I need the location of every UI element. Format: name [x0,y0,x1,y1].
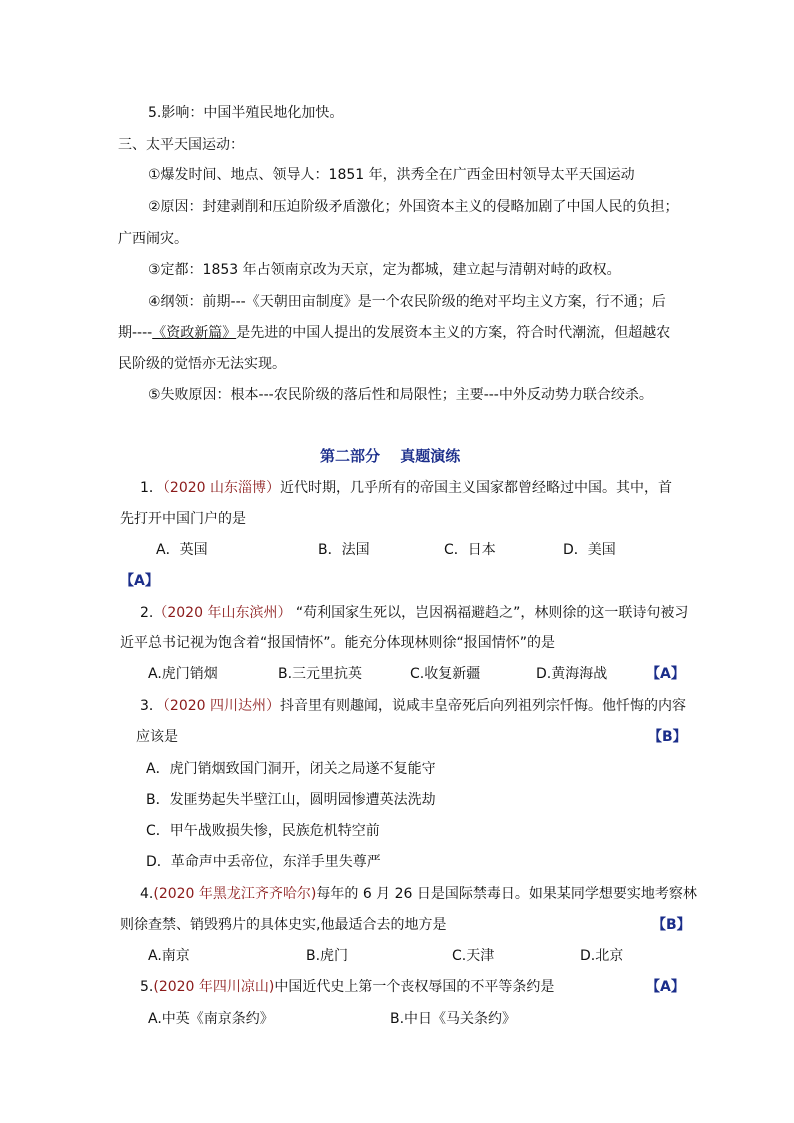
q5-source: (2020 年四川凉山) [153,979,275,995]
q1-option-b: B．法国 [318,542,370,558]
q2-option-c: C.收复新疆 [410,666,481,682]
taiping-outbreak: ①爆发时间、地点、领导人：1851 年，洪秀全在广西金田村领导太平天国运动 [148,167,635,183]
taiping-program-line1: ④纲领：前期---《天朝田亩制度》是一个农民阶级的绝对平均主义方案，行不通；后 [148,294,666,310]
q2-option-d: D.黄海海战 [536,666,608,682]
q1-line1 [140,479,672,497]
zizheng-xinpian-link: 《资政新篇》 [152,325,237,341]
program-rest: 是先进的中国人提出的发展资本主义的方案，符合时代潮流，但超越农 [236,325,671,341]
q2-number: 2. [140,605,154,621]
q4-option-a: A.南京 [148,948,190,964]
q3-answer: 【B】 [648,729,687,745]
q1-source: （2020 山东淄博） [162,480,281,496]
q2-option-a: A.虎门销烟 [148,666,218,682]
q1-answer: 【A】 [120,573,159,589]
q5-number: 5. [140,979,154,995]
q4-option-c: C.天津 [452,948,495,964]
q3-line1 [140,697,686,715]
q1-option-d: D．美国 [563,542,616,558]
q3-source: （2020 四川达州） [162,698,281,714]
q1-text: 近代时期，几乎所有的帝国主义国家都曾经略过中国。其中，首 [280,480,673,496]
q5-option-b: B.中日《马关条约》 [390,1011,517,1027]
q2-text: “苟利国家生死以，岂因祸福避趋之”，林则徐的这一联诗句被习 [291,605,689,621]
q5-text: 中国近代史上第一个丧权辱国的不平等条约是 [274,979,555,995]
section-3-heading: 三、太平天国运动： [118,137,244,153]
q5-option-a: A.中英《南京条约》 [148,1011,274,1027]
part2-title: 第二部分 真题演练 [320,447,461,465]
q2-line1 [140,604,688,622]
q2-option-b: B.三元里抗英 [278,666,363,682]
q1-option-c: C．日本 [444,542,496,558]
taiping-cause-line1: ②原因：封建剥削和压迫阶级矛盾激化；外国资本主义的侵略加剧了中国人民的负担； [148,199,679,215]
q4-text: 每年的 6 月 26 日是国际禁毒日。如果某同学想要实地考察林 [316,886,697,902]
q3-option-b: B．发匪势起失半壁江山，圆明园惨遭英法洗劫 [146,792,436,808]
q4-answer: 【B】 [652,917,691,933]
q3-text: 抖音里有则趣闻，说咸丰皇帝死后向列祖列宗忏悔。他忏悔的内容 [280,698,687,714]
q4-number: 4. [140,886,154,902]
q3-line2: 应该是 [136,729,178,745]
taiping-program-line2 [118,324,670,342]
q4-option-d: D.北京 [580,948,624,964]
q3-number: 3． [140,698,163,714]
q5-line1 [140,978,554,996]
program-prefix: 期---- [118,325,153,341]
q5-answer: 【A】 [646,979,685,995]
q2-line2: 近平总书记视为饱含着“报国情怀”。能充分体现林则徐“报国情怀”的是 [120,635,556,651]
taiping-failure: ⑤失败原因：根本---农民阶级的落后性和局限性；主要---中外反动势力联合绞杀。 [148,387,653,403]
q1-number: 1． [140,480,163,496]
q1-line2: 先打开中国门户的是 [120,511,246,527]
taiping-program-line3: 民阶级的觉悟亦无法实现。 [118,356,286,372]
q3-option-c: C．甲午战败损失惨，民族危机特空前 [146,823,380,839]
q2-answer: 【A】 [646,666,685,682]
q3-option-a: A．虎门销烟致国门洞开，闭关之局遂不复能守 [146,761,436,777]
q4-line1 [140,885,697,903]
q3-option-d: D．革命声中丢帝位，东洋手里失尊严 [146,854,381,870]
q2-source: （2020 年山东滨州） [153,605,292,621]
q1-option-a: A．英国 [156,542,208,558]
taiping-capital: ③定都：1853 年占领南京改为天京，定为都城，建立起与清朝对峙的政权。 [148,262,621,278]
q4-option-b: B.虎门 [306,948,349,964]
item-5: 5.影响：中国半殖民地化加快。 [148,105,344,121]
q4-source: (2020 年黑龙江齐齐哈尔) [153,886,317,902]
q4-line2: 则徐查禁、销毁鸦片的具体史实,他最适合去的地方是 [120,917,447,933]
taiping-cause-line2: 广西闹灾。 [118,231,188,247]
